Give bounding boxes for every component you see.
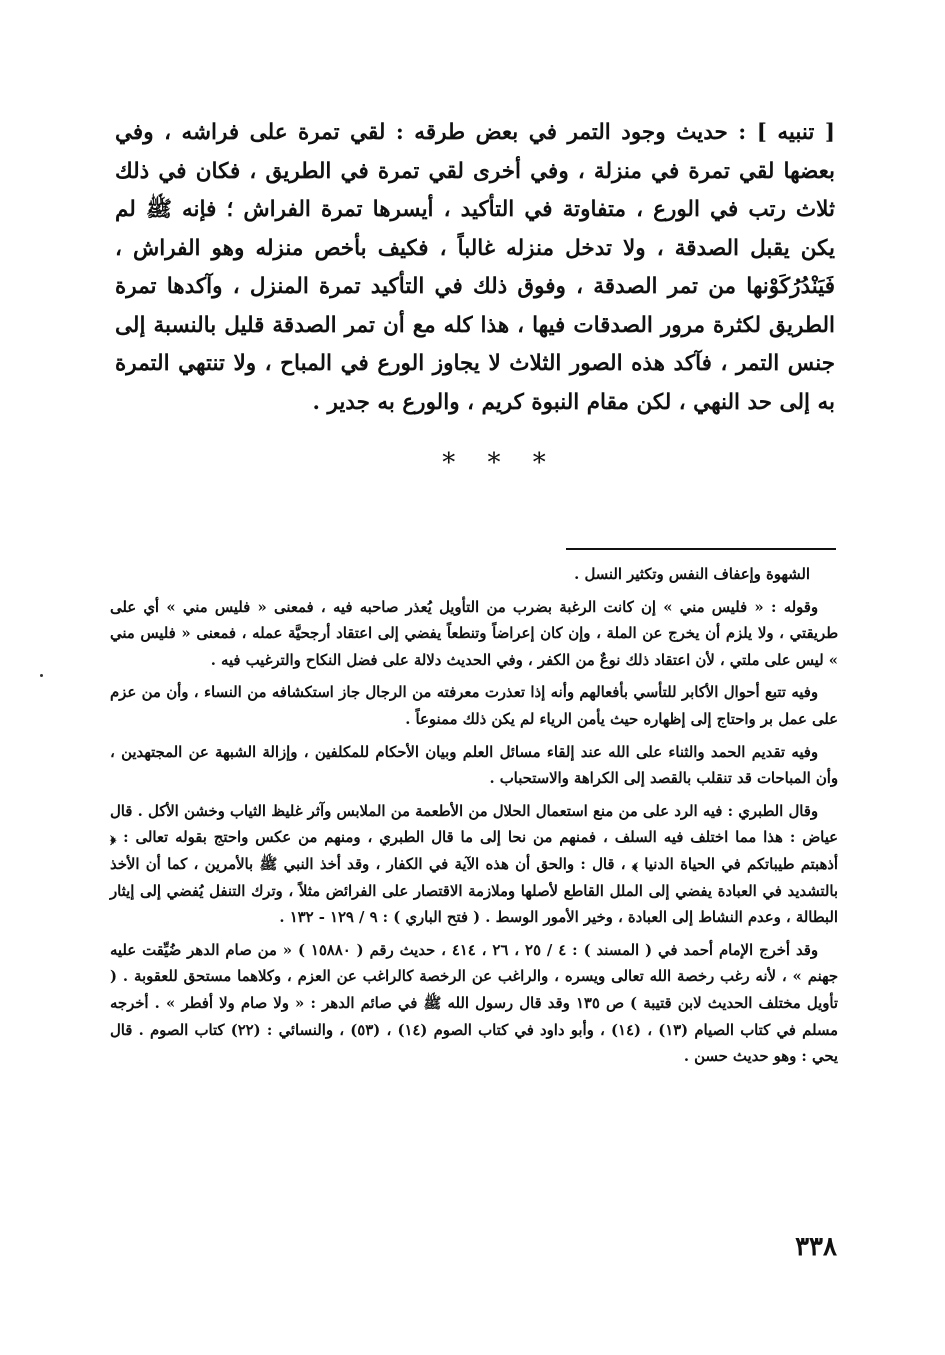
page-number: ٣٣٨ (795, 1232, 837, 1262)
scan-speck (40, 674, 43, 677)
section-separator: * * * (442, 448, 558, 478)
main-paragraph: [ تنبيه ] : حديث وجود التمر في بعض طرقه : لقي تمرة على فراشه ، وفي بعضها لقي تمرة في منزلة ، وفي أخرى لقي تمرة في الطريق ، فكان في ذلك ثلاث رتب في الورع ، متفاوتة في التأكيد ، أيسرها تمرة الفراش ؛ فإنه ﷺ لم يكن يقبل الصدقة ، ولا تدخل منزله غالباً ، فكيف بأخص منزله وهو الفراش ، فَيَنْدُرُكَوْنها من تمر الصدقة ، وفوق ذلك في التأكيد تمرة المنزل ، وآكدها تمرة الطريق لكثرة مرور الصدقات فيها ، هذا كله مع أن تمر الصدقة قليل بالنسبة إلى جنس التمر ، فآكد هذه الصور الثلاث لا يجاوز الورع في المباح ، ولا تنتهي التمرة به إلى حد النهي ، لكن مقام النبوة كريم ، والورع به جدير . (115, 120, 835, 415)
footnote-paragraph: وقد أخرج الإمام أحمد في ( المسند ) : ٤ / ٢٥ ، ٢٦ ، ٤١٤ ، حديث رقم ( ١٥٨٨٠ ) « من صام الدهر ضُيِّقت عليه جهنم » ، لأنه رغب رخصة الله تعالى ويسره ، والراغب عن الرخصة كالراغب عن العزم ، وكلاهما مستحق للعقوبة . ( تأويل مختلف الحديث لابن قتيبة ) ص ١٣٥ وقد قال رسول الله ﷺ في صائم الدهر : « ولا صام ولا أفطر » . أخرجه مسلم في كتاب الصيام (١٣) ، (١٤) ، وأبو داود في كتاب الصوم (١٤) ، (٥٣) ، والنسائي : (٢٢) كتاب الصوم . قال يحي : وهو حديث حسن . (110, 941, 838, 1066)
footnote-paragraph: الشهوة وإعفاف النفس وتكثير النسل . (574, 566, 810, 583)
footnote-paragraph: وقال الطبري : فيه الرد على من منع استعمال الحلال من الأطعمة من الملابس وآثر غليظ الثياب وخشن الأكل . قال عياض : هذا مما اختلف فيه السلف ، فمنهم من نحا إلى ما قال الطبري ، ومنهم من عكس واحتج بقوله تعالى : ﴿ أذهبتم طيباتكم في الحياة الدنيا ﴾ ، قال : والحق أن هذه الآية في الكفار ، وقد أخذ النبي ﷺ بالأمرين ، كما أن الأخذ بالتشديد في العبادة يفضي إلى الملل القاطع لأصلها وملازمة الاقتصار على الفرائض مثلاً ، وترك التنفل يُفضي إلى إيثار البطالة ، وعدم النشاط إلى العبادة ، وخير الأمور الوسط . ( فتح الباري ) : ٩ / ١٢٩ - ١٣٢ . (110, 802, 838, 927)
footnotes (110, 562, 838, 1077)
footnote-paragraph: وقوله : « فليس مني » إن كانت الرغبة بضرب من التأويل يُعذر صاحبه فيه ، فمعنى « فليس مني » أي على طريقتي ، ولا يلزم أن يخرج عن الملة ، وإن كان إعراضاً وتنطعاً يفضي إلى اعتقاد أرجحيَّة عمله ، فمعنى « فليس مني » ليس على ملتي ، لأن اعتقاد ذلك نوعٌ من الكفر ، وفي الحديث دلالة على فضل النكاح والترغيب فيه . (110, 598, 838, 669)
footnote-paragraph: وفيه تقديم الحمد والثناء على الله عند إلقاء مسائل العلم وبيان الأحكام للمكلفين ، وإزالة الشبهة عن المجتهدين ، وأن المباحات قد تنقلب بالقصد إلى الكراهة والاستحباب . (110, 743, 838, 788)
footnote-paragraph: وفيه تتبع أحوال الأكابر للتأسي بأفعالهم وأنه إذا تعذرت معرفته من الرجال جاز استكشافه من النساء ، وأن من عزم على عمل بر واحتاج إلى إظهاره حيث يأمن الرياء لم يكن ذلك ممنوعاً . (110, 684, 838, 728)
footnote-divider (566, 548, 836, 550)
